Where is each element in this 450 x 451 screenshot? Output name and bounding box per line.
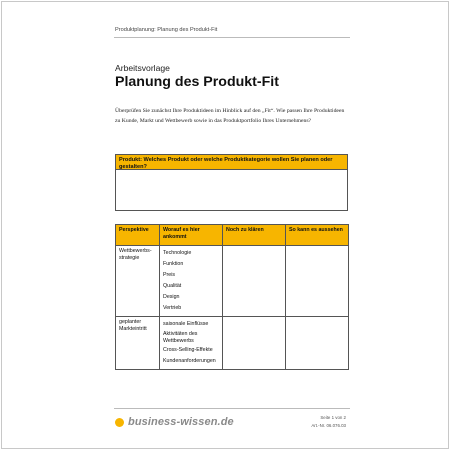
- criterion-item: Kundenanforderungen: [163, 358, 216, 364]
- header-divider: [114, 37, 350, 38]
- criteria-cell: [160, 317, 223, 370]
- criterion-item: Cross-Selling-Effekte: [163, 347, 213, 353]
- document-subtitle: Arbeitsvorlage: [115, 63, 170, 73]
- article-number: Art.-Nr. 06.076.03: [311, 423, 346, 428]
- table-row: [116, 317, 349, 370]
- logo-dot-icon: [115, 418, 124, 427]
- column-header: Perspektive: [116, 225, 160, 246]
- page-info: [311, 414, 346, 430]
- criterion-item: Funktion: [163, 261, 184, 267]
- column-header: Noch zu klären: [223, 225, 286, 246]
- table-row: [116, 246, 349, 317]
- criterion-item: saisonale Einflüsse: [163, 321, 209, 327]
- criterion-item: Preis: [163, 272, 176, 278]
- criterion-item: Qualität: [163, 283, 182, 289]
- intro-paragraph: Überprüfen Sie zunächst Ihre Produktideen im Hinblick auf den „Fit“. Wie passen Ihre Produktideen zu Kunde, Markt und Wettbewerb sowie in das Produktportfolio Ihres Unternehmens?: [115, 108, 345, 124]
- product-answer-area[interactable]: [116, 170, 347, 210]
- perspective-cell: Wettbewerbs-strategie: [116, 246, 160, 317]
- criterion-item: Aktivitäten des Wettbewerbs: [163, 331, 198, 344]
- example-cell[interactable]: [286, 317, 349, 370]
- brand-logo: [115, 416, 234, 428]
- perspective-cell: geplanter Markteintritt: [116, 317, 160, 370]
- column-header: So kann es aussehen: [286, 225, 349, 246]
- to-clarify-cell[interactable]: [223, 317, 286, 370]
- page-number: Seite 1 von 2: [320, 415, 346, 420]
- criterion-item: Technologie: [163, 250, 192, 256]
- footer-divider: [114, 408, 350, 409]
- to-clarify-cell[interactable]: [223, 246, 286, 317]
- product-fit-table: [115, 224, 349, 370]
- criterion-item: Vertrieb: [163, 305, 182, 311]
- table-header-row: [116, 225, 349, 246]
- document-title: Planung des Produkt-Fit: [115, 74, 279, 90]
- running-header: Produktplanung: Planung des Produkt-Fit: [115, 27, 218, 33]
- criteria-cell: [160, 246, 223, 317]
- product-question-box: [115, 154, 348, 211]
- criterion-item: Design: [163, 294, 180, 300]
- example-cell[interactable]: [286, 246, 349, 317]
- logo-text: business-wissen.de: [128, 416, 234, 428]
- column-header: Worauf es hier ankommt: [160, 225, 223, 246]
- document-page: [1, 1, 449, 449]
- product-question-label: Produkt: Welches Produkt oder welche Produktkategorie wollen Sie planen oder gestalten?: [116, 155, 347, 170]
